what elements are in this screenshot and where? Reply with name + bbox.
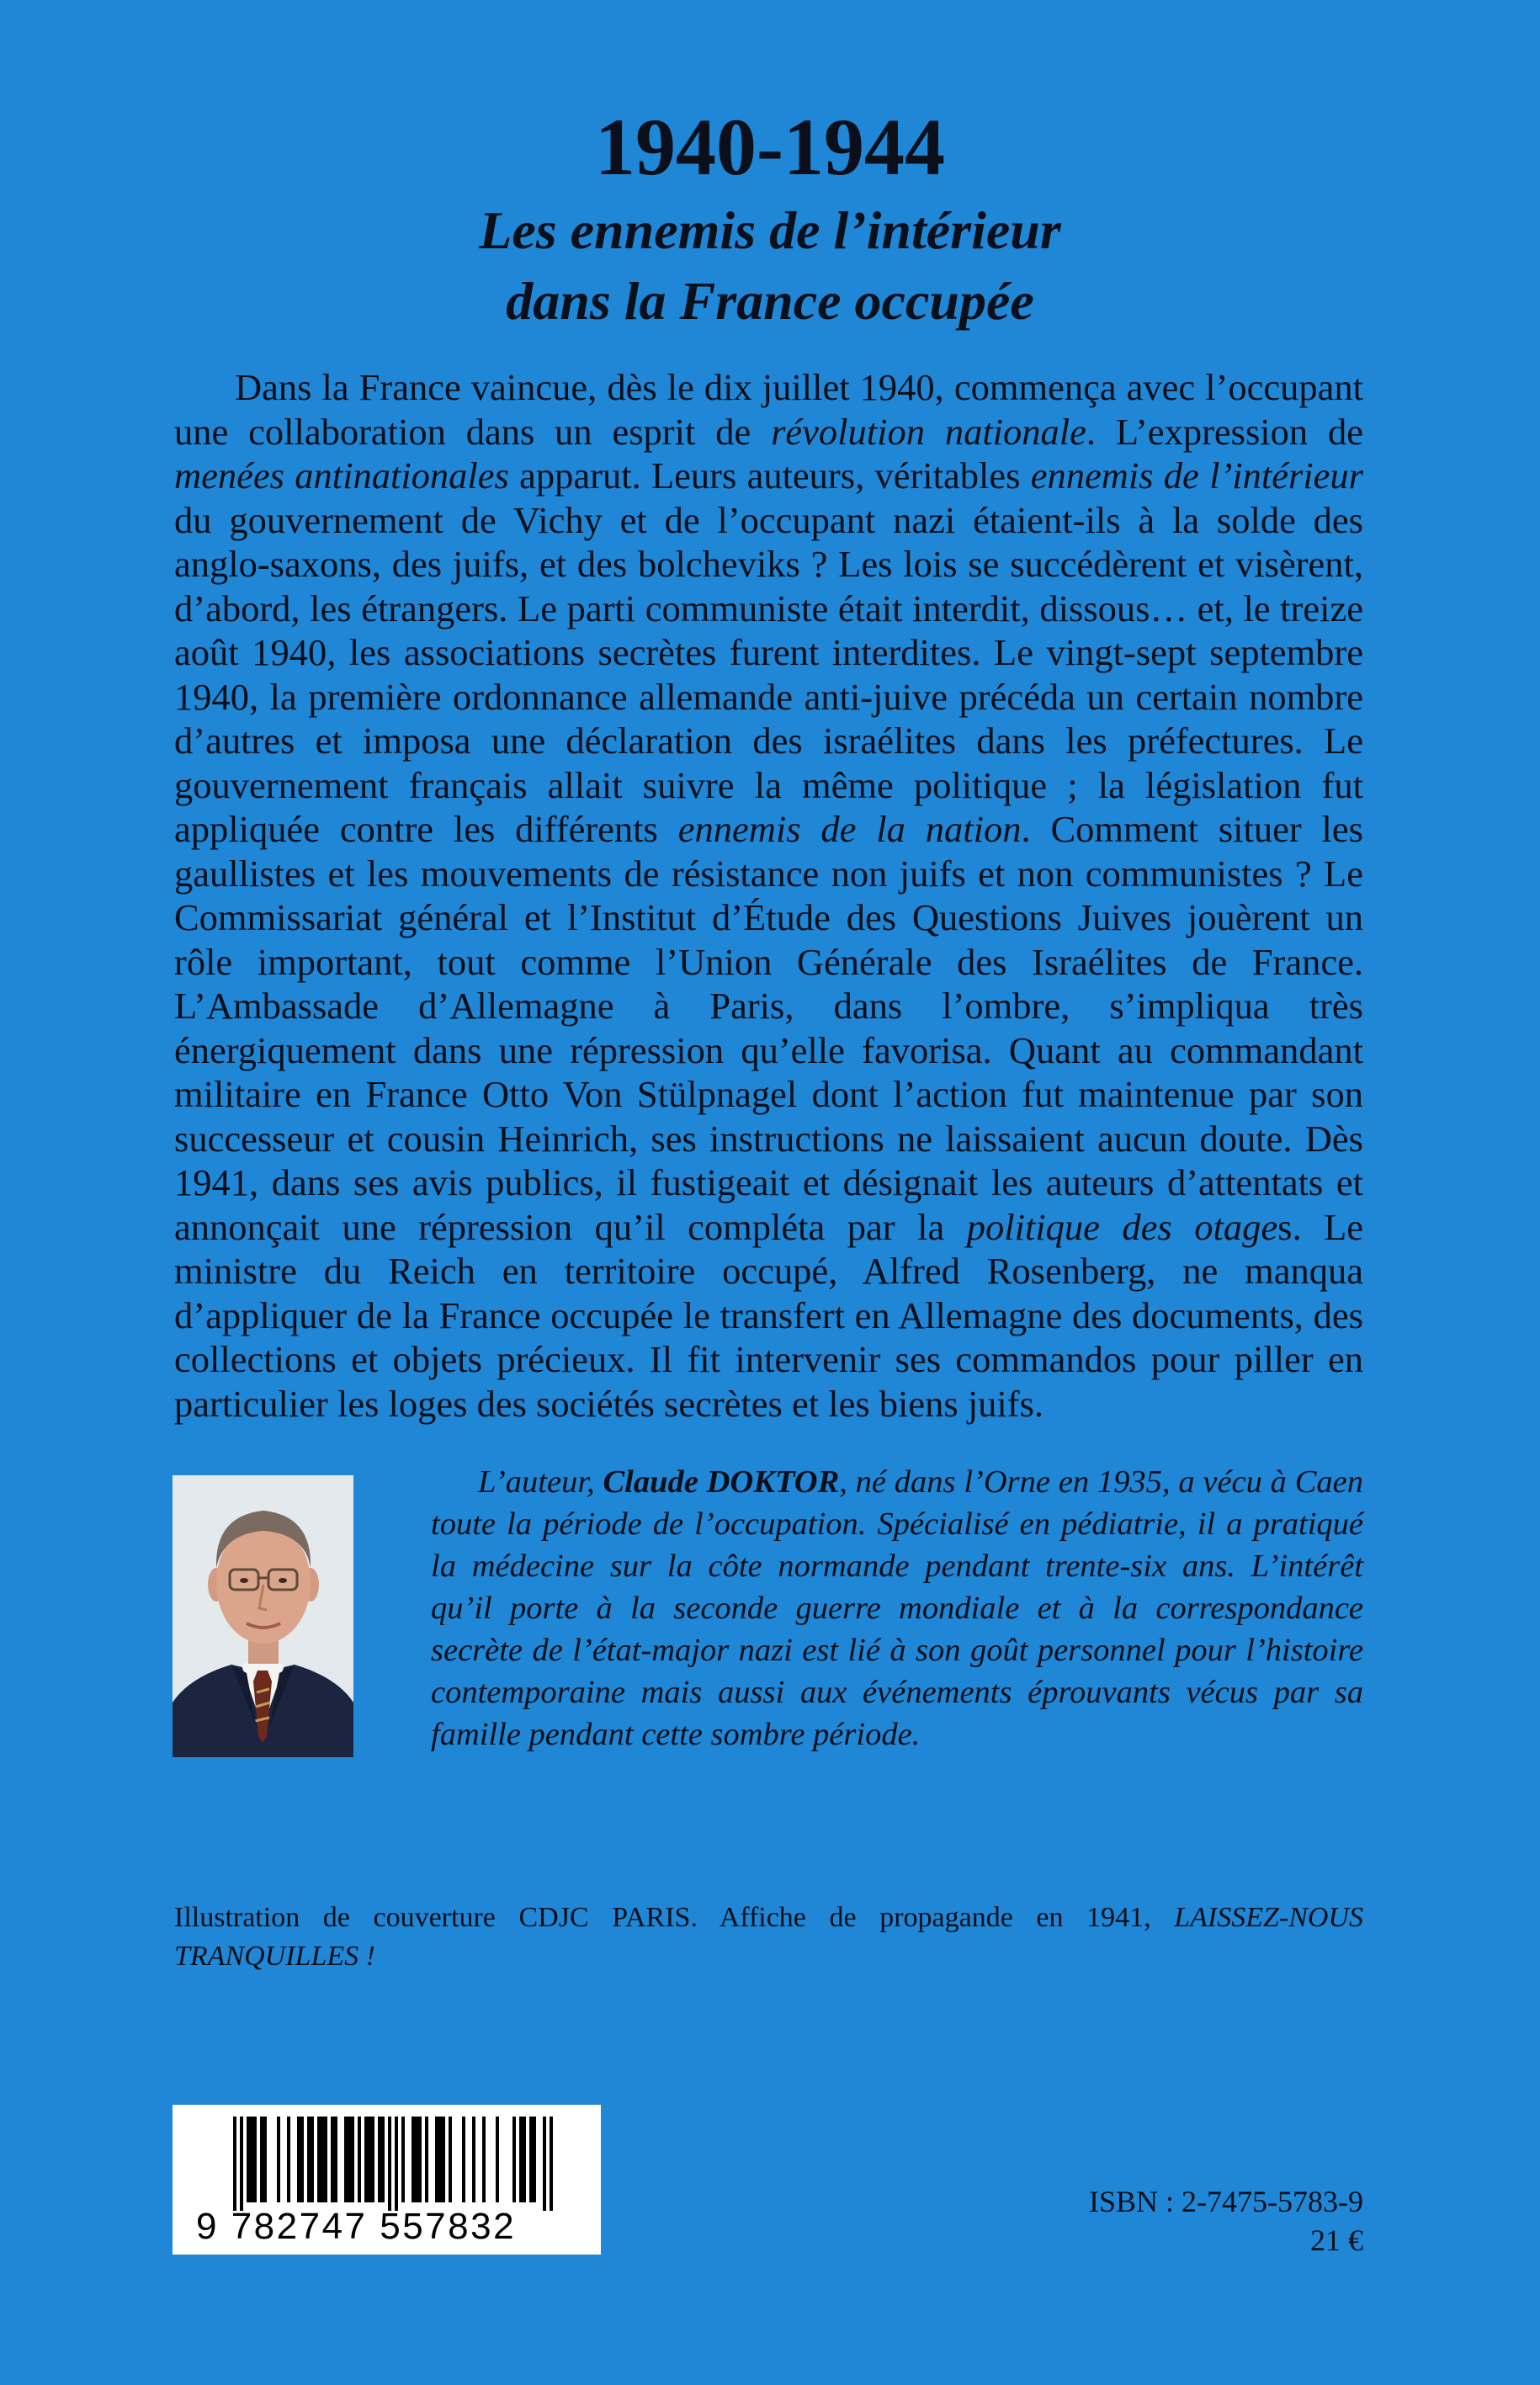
barcode-bar — [253, 2117, 257, 2202]
barcode-bar — [300, 2117, 304, 2202]
barcode-bar — [307, 2117, 311, 2202]
barcode-bar — [425, 2117, 428, 2202]
barcode-bar — [287, 2117, 290, 2202]
summary-emphasis: ennemis de la nation — [677, 808, 1022, 850]
barcode-bar — [472, 2117, 475, 2202]
summary-text: . L’expression de — [1086, 410, 1363, 453]
barcode-bar — [550, 2117, 553, 2211]
barcode-bar — [331, 2117, 334, 2202]
cover-credit — [174, 1899, 1363, 1976]
barcode — [173, 2105, 601, 2255]
bio-rest: , né dans l’Orne en 1935, a vécu à Caen toute la période de l’occupation. Spécialisé en pédiatrie, il a pratiqué la médecine sur la côte normande pendant trente-six ans. L’intérêt qu’il porte à la seconde guerre mondiale et à la correspondance secrète de l’état-major nazi est lié à son goût personnel pour l’histoire contemporaine mais aussi aux événements éprouvants vécus par sa famille pendant cette sombre période. — [431, 1464, 1363, 1752]
credit-poster-title: LAISSEZ-NOUS TRANQUILLES ! — [174, 1902, 1363, 1972]
barcode-bar — [438, 2117, 442, 2202]
barcode-bar — [240, 2117, 243, 2211]
isbn-number: ISBN : 2-7475-5783-9 — [1089, 2185, 1363, 2218]
barcode-bar — [263, 2117, 267, 2202]
summary-text: Dans la France vaincue, dès le dix juillet 1940, commença avec l’occupant une collaboration dans un esprit de — [174, 366, 1363, 453]
barcode-bar — [321, 2117, 324, 2202]
barcode-bar — [482, 2117, 486, 2202]
barcode-bar — [297, 2117, 300, 2202]
barcode-bar — [415, 2117, 418, 2202]
summary-emphasis: politique des otage — [966, 1205, 1278, 1248]
barcode-bar — [277, 2117, 280, 2202]
barcode-bar — [395, 2117, 398, 2211]
barcode-bar — [462, 2117, 465, 2202]
barcode-digits: 9 782747 557832 — [196, 2206, 517, 2247]
barcode-bar — [311, 2117, 314, 2202]
barcode-bar — [247, 2117, 250, 2202]
barcode-bar — [442, 2117, 445, 2202]
barcode-bar — [381, 2117, 385, 2202]
book-title: 1940-1944 — [595, 102, 945, 192]
barcode-bar — [334, 2117, 337, 2202]
summary-text: s. Le ministre du Reich en territoire occupé, Alfred Rosenberg, ne manqua d’appliquer de la France occupée le transfert en Allemagne des documents, des collections et objets précieux. Il fit intervenir ses commandos pour piller en particulier les loges des sociétés secrètes et les biens juifs. — [174, 1205, 1364, 1425]
barcode-bar — [260, 2117, 263, 2202]
barcode-bar — [250, 2117, 253, 2202]
credit-text: Illustration de couverture CDJC PARIS. Affiche de propagande en 1941, — [174, 1902, 1175, 1933]
barcode-bar — [418, 2117, 422, 2202]
author-name: Claude DOKTOR — [603, 1464, 840, 1500]
summary-text: . Comment situer les gaullistes et les mouvements de résistance non juifs et non communistes ? Le Commissariat général et l’Institut d’Étude des Questions Juives jouèrent un rôle important, tout comme l’Union Générale des Israélites de France. L’Ambassade d’Allemagne à Paris, dans l’ombre, s’impliqua très énergiquement dans une répression qu’elle favorisa. Quant au commandant militaire en France Otto Von Stülpnagel dont l’action fut maintenue par son successeur et cousin Heinrich, ses instructions ne laissaient aucun doute. Dès 1941, dans ses avis publics, il fustigeait et désignait les auteurs d’attentats et annonçait une répression qu’il compléta par la — [174, 808, 1363, 1248]
barcode-bar — [435, 2117, 438, 2202]
barcode-bar — [412, 2117, 415, 2202]
barcode-bar — [512, 2117, 516, 2202]
barcode-bar — [401, 2117, 405, 2202]
summary-text: apparut. Leurs auteurs, véritables — [508, 454, 1031, 497]
barcode-bar — [317, 2117, 321, 2202]
barcode-bar — [364, 2117, 368, 2202]
price: 21 € — [1310, 2223, 1363, 2257]
barcode-bar — [351, 2117, 354, 2202]
barcode-bar — [368, 2117, 371, 2202]
barcode-bar — [233, 2117, 236, 2211]
barcode-bar — [519, 2117, 523, 2202]
summary-emphasis: menées antinationales — [174, 454, 509, 497]
barcode-bar — [529, 2117, 533, 2202]
barcode-bar — [358, 2117, 361, 2202]
barcode-bar — [523, 2117, 526, 2202]
barcode-bar — [388, 2117, 391, 2211]
barcode-bar — [371, 2117, 374, 2202]
subtitle-line-1: Les ennemis de l’intérieur — [479, 200, 1061, 260]
bio-intro: L’auteur, — [478, 1464, 603, 1500]
barcode-bar — [533, 2117, 536, 2202]
summary-emphasis: révolution nationale — [771, 410, 1086, 453]
barcode-bar — [324, 2117, 327, 2202]
summary-text: du gouvernement de Vichy et de l’occupant nazi étaient-ils à la solde des anglo-saxons, des juifs, et des bolcheviks ? Les lois se succédèrent et visèrent, d’abord, les étrangers. Le parti communiste était interdit, dissous… et, le treize août 1940, les associations secrètes furent interdites. Le vingt-sept septembre 1940, la première ordonnance allemande anti-juive précéda un certain nombre d’autres et imposa une déclaration des israélites dans les préfectures. Le gouvernement français allait suivre la même politique ; la législation fut appliquée contre les différents — [174, 498, 1363, 850]
summary-paragraph — [174, 365, 1363, 1426]
barcode-bar — [348, 2117, 351, 2202]
barcode-bar — [543, 2117, 546, 2211]
author-photo — [173, 1475, 353, 1757]
barcode-bar — [344, 2117, 348, 2202]
author-portrait-illustration — [173, 1475, 353, 1757]
author-bio — [431, 1461, 1363, 1756]
barcode-bar — [496, 2117, 499, 2202]
summary-emphasis: ennemis de l’intérieur — [1030, 454, 1363, 497]
barcode-bar — [378, 2117, 381, 2202]
subtitle-line-2: dans la France occupée — [506, 271, 1034, 331]
barcode-bar — [449, 2117, 452, 2202]
book-subtitle — [0, 195, 1540, 337]
